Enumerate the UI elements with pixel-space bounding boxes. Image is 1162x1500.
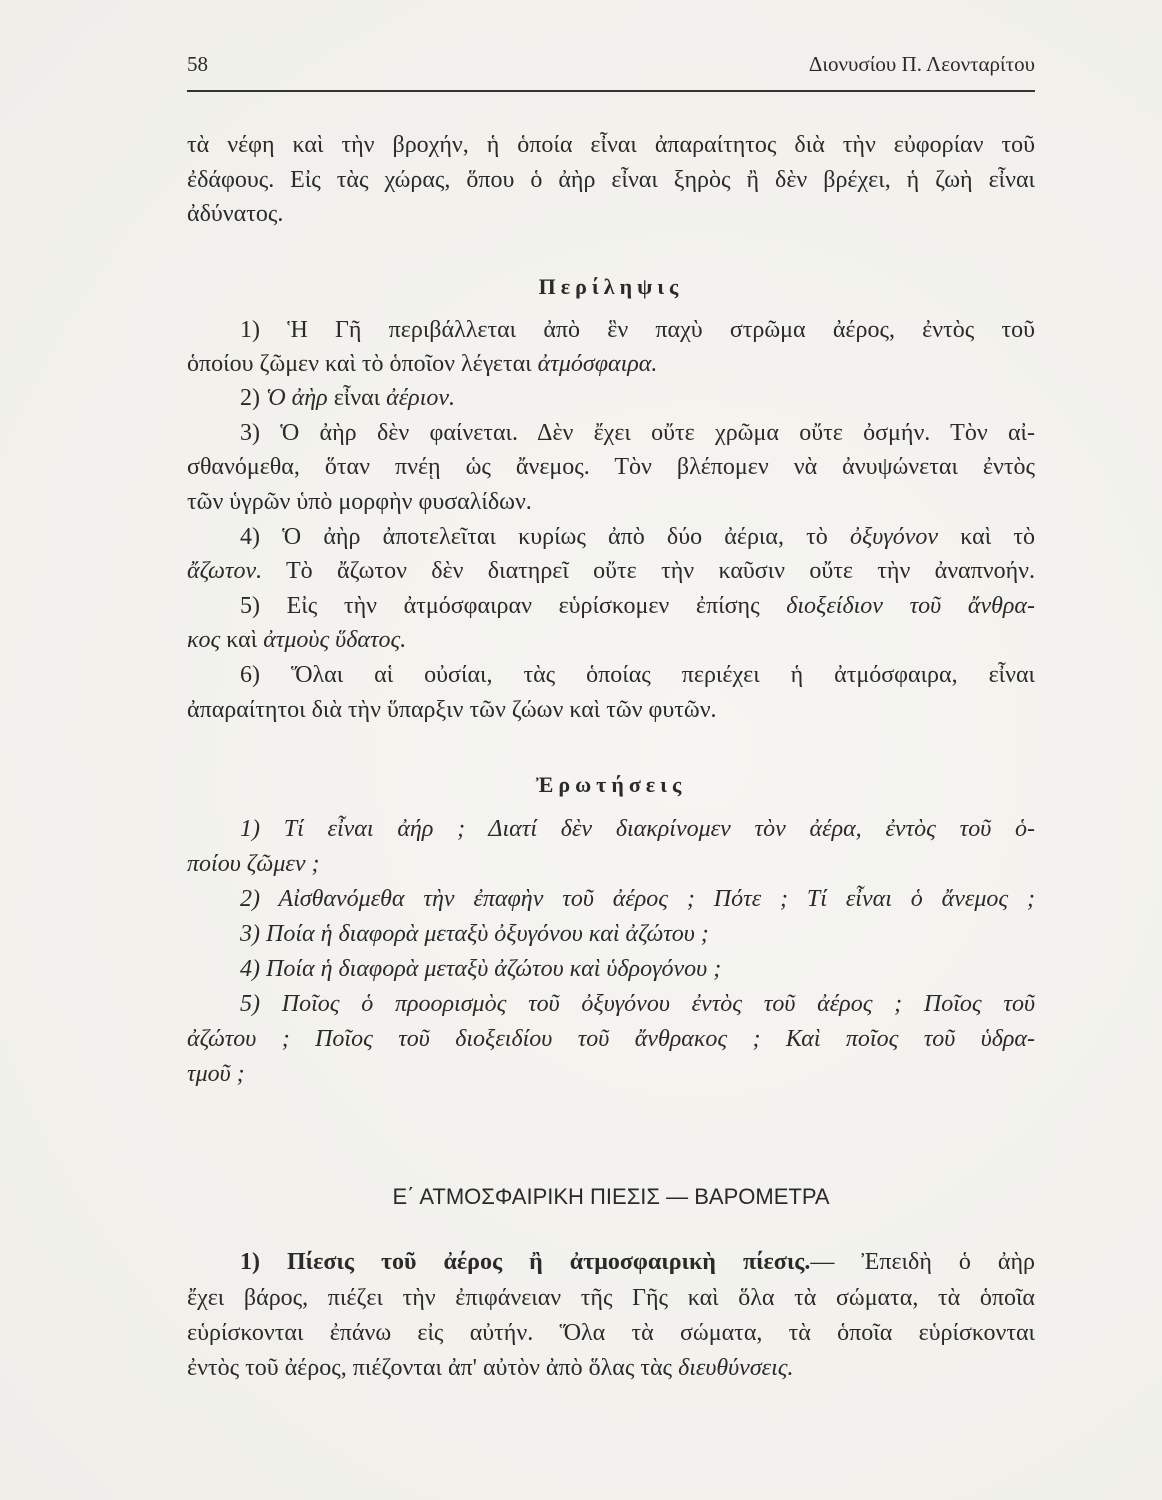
running-header-author: Διονυσίου Π. Λεονταρίτου — [808, 52, 1035, 76]
text-segment: ἀέριον. — [386, 385, 456, 411]
page-number: 58 — [187, 52, 208, 76]
text-line — [240, 589, 1035, 623]
text-segment: ἔχει βάρος, πιέζει τὴν ἐπιφάνειαν τῆς Γῆς καὶ ὅλα τὰ σώματα, τὰ ὁποῖα — [187, 1285, 1035, 1311]
text-line — [187, 554, 1035, 588]
text-segment: ἀπαραίτητοι διὰ τὴν ὕπαρξιν τῶν ζώων καὶ τῶν φυτῶν. — [187, 697, 717, 723]
text-line — [240, 520, 1035, 554]
text-segment: ἄζωτον. — [187, 558, 263, 584]
text-segment: Ἐρωτήσεις — [535, 772, 687, 797]
text-segment: 4) Ποία ἡ διαφορὰ μεταξὺ ἀζώτου καὶ ὑδρογόνου ; — [240, 956, 722, 982]
text-segment: ἀδύνατος. — [187, 201, 284, 227]
text-line — [187, 197, 1035, 231]
text-line — [240, 658, 1035, 692]
text-segment: ἀζώτου ; Ποῖος τοῦ διοξειδίου τοῦ ἄνθρακος ; Καὶ ποῖος τοῦ ὑδρα- — [187, 1026, 1035, 1052]
text-line — [240, 1245, 1035, 1279]
text-segment: ὀξυγόνον — [849, 524, 939, 550]
text-line — [187, 485, 1035, 519]
text-line — [187, 128, 1035, 162]
text-segment: ἀτμοὺς ὕδατος. — [263, 627, 407, 653]
text-segment: 1) Ἡ Γῆ περιβάλλεται ἀπὸ ἓν παχὺ στρῶμα ἀέρος, ἐντὸς τοῦ — [240, 317, 1035, 343]
text-segment: σθανόμεθα, ὅταν πνέῃ ὡς ἄνεμος. Τὸν βλέπομεν νὰ ἀνυψώνεται ἐντὸς — [187, 454, 1035, 480]
text-line — [187, 768, 1035, 802]
text-segment: εἶναι — [327, 385, 387, 411]
text-segment: 1) Πίεσις τοῦ ἀέρος ἢ ἀτμοσφαιρικὴ πίεσις. — [240, 1249, 811, 1275]
text-segment: 5) Ποῖος ὁ προορισμὸς τοῦ ὀξυγόνου ἐντὸς τοῦ ἀέρος ; Ποῖος τοῦ — [240, 991, 1035, 1017]
text-line — [187, 693, 1035, 727]
text-segment: εὑρίσκονται ἐπάνω εἰς αὐτήν. Ὅλα τὰ σώματα, τὰ ὁποῖα εὑρίσκονται — [187, 1320, 1035, 1346]
text-line — [240, 917, 1035, 951]
text-line — [187, 1022, 1035, 1056]
header-rule — [187, 90, 1035, 92]
text-line — [240, 381, 1035, 415]
text-line — [187, 1351, 1035, 1385]
text-segment: ἐντὸς τοῦ ἀέρος, πιέζονται ἀπ' αὐτὸν ἀπὸ ὅλας τὰς — [187, 1355, 679, 1381]
text-line — [187, 347, 1035, 381]
text-segment: ἀτμόσφαιρα. — [537, 351, 658, 377]
text-segment: 6) Ὅλαι αἱ οὐσίαι, τὰς ὁποίας περιέχει ἡ ἀτμόσφαιρα, εἶναι — [240, 662, 1035, 688]
text-line — [187, 1180, 1035, 1214]
text-segment: 2) — [240, 385, 266, 411]
text-segment: 5) Εἰς τὴν ἀτμόσφαιραν εὑρίσκομεν ἐπίσης — [240, 593, 787, 619]
text-line — [240, 882, 1035, 916]
text-line — [187, 623, 1035, 657]
text-line — [240, 416, 1035, 450]
text-segment: Ε΄ ΑΤΜΟΣΦΑΙΡΙΚΗ ΠΙΕΣΙΣ — ΒΑΡΟΜΕΤΡΑ — [392, 1184, 830, 1209]
text-segment: ἐδάφους. Εἰς τὰς χώρας, ὅπου ὁ ἀὴρ εἶναι ξηρὸς ἢ δὲν βρέχει, ἡ ζωὴ εἶναι — [187, 167, 1035, 193]
running-header — [187, 52, 1035, 84]
text-segment: διοξείδιον τοῦ ἄνθρα- — [786, 593, 1035, 619]
text-line — [187, 270, 1035, 304]
text-segment: τῶν ὑγρῶν ὑπὸ μορφὴν φυσαλίδων. — [187, 489, 532, 515]
text-line — [187, 1281, 1035, 1315]
text-segment: διευθύνσεις. — [678, 1355, 794, 1381]
text-segment: καὶ — [220, 627, 264, 653]
text-segment: 3) Ποία ἡ διαφορὰ μεταξὺ ὀξυγόνου καὶ ἀζώτου ; — [240, 921, 709, 947]
text-segment: κος — [187, 627, 221, 653]
text-line — [187, 450, 1035, 484]
text-line — [187, 1316, 1035, 1350]
text-segment: ὁποίου ζῶμεν καὶ τὸ ὁποῖον λέγεται — [187, 351, 538, 377]
text-segment: 2) Αἰσθανόμεθα τὴν ἐπαφὴν τοῦ ἀέρος ; Πότε ; Τί εἶναι ὁ ἄνεμος ; — [240, 886, 1035, 912]
text-segment: 3) Ὁ ἀὴρ δὲν φαίνεται. Δὲν ἔχει οὔτε χρῶμα οὔτε ὀσμήν. Τὸν αἰ- — [240, 420, 1035, 446]
text-segment: Τὸ ἄζωτον δὲν διατηρεῖ οὔτε τὴν καῦσιν οὔτε τὴν ἀναπνοήν. — [262, 558, 1035, 584]
text-line — [240, 952, 1035, 986]
text-segment: τὰ νέφη καὶ τὴν βροχήν, ἡ ὁποία εἶναι ἀπαραίτητος διὰ τὴν εὐφορίαν τοῦ — [187, 132, 1035, 158]
text-segment: καὶ τὸ — [938, 524, 1035, 550]
text-line — [240, 987, 1035, 1021]
text-line — [240, 313, 1035, 347]
text-line — [240, 812, 1035, 846]
text-segment: Ὁ ἀὴρ — [266, 385, 328, 411]
text-segment: 1) Τί εἶναι ἀήρ ; Διατί δὲν διακρίνομεν τὸν ἀέρα, ἐντὸς τοῦ ὁ- — [240, 816, 1035, 842]
text-segment: 4) Ὁ ἀὴρ ἀποτελεῖται κυρίως ἀπὸ δύο ἀέρια, τὸ — [240, 524, 850, 550]
text-segment: — Ἐπειδὴ ὁ ἀὴρ — [810, 1249, 1035, 1275]
text-line — [187, 847, 1035, 881]
text-line — [187, 163, 1035, 197]
text-segment: τμοῦ ; — [187, 1061, 245, 1087]
text-line — [187, 1057, 1035, 1091]
text-segment: Περίληψις — [538, 274, 684, 299]
text-segment: ποίου ζῶμεν ; — [187, 851, 320, 877]
